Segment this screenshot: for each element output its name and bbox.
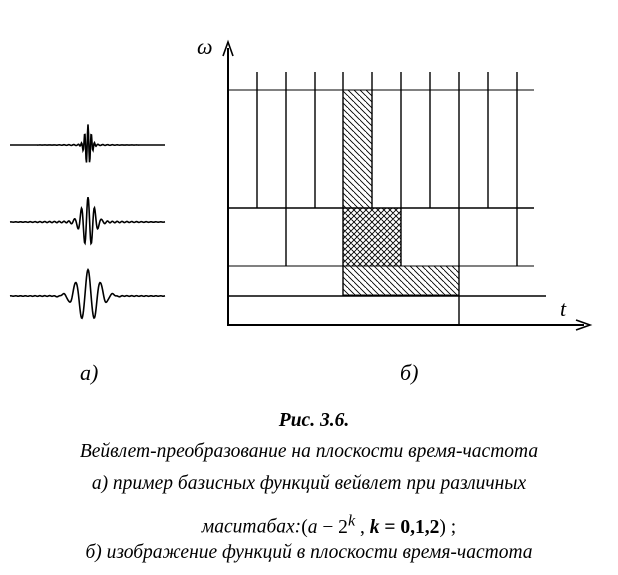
wavelet-functions: [10, 124, 165, 318]
wavelet-scale-2: [10, 270, 165, 319]
caption-line-3: [0, 508, 618, 540]
caption-line-1: Вейвлет-преобразование на плоскости время-частота: [79, 441, 539, 462]
y-axis-label: ω: [197, 34, 213, 59]
time-frequency-plane: [223, 42, 590, 330]
v-lines-mid: [286, 208, 517, 266]
caption-line-2: а) пример базисных функций вейвлет при различных: [91, 473, 527, 494]
v-lines-fine: [257, 72, 517, 208]
x-axis-label: t: [560, 296, 567, 321]
caption-line-3-prefix: маситабах:: [201, 516, 302, 538]
wavelet-scale-0: [10, 124, 165, 162]
caption-line-4: б) изображение функций в плоскости время-частота: [85, 542, 533, 563]
scale-formula: ($a - 2^k$ , k = 0,1,2) ;: [301, 511, 457, 538]
figure-title: Рис. 3.6.: [278, 410, 350, 431]
panel-label-b: б): [400, 360, 419, 385]
wavelet-scale-1: [10, 197, 165, 243]
hatched-cell-high: [343, 90, 372, 208]
panel-label-a: а): [80, 360, 99, 385]
crosshatched-cell-mid: [343, 208, 401, 266]
hatched-cell-low: [343, 266, 459, 295]
